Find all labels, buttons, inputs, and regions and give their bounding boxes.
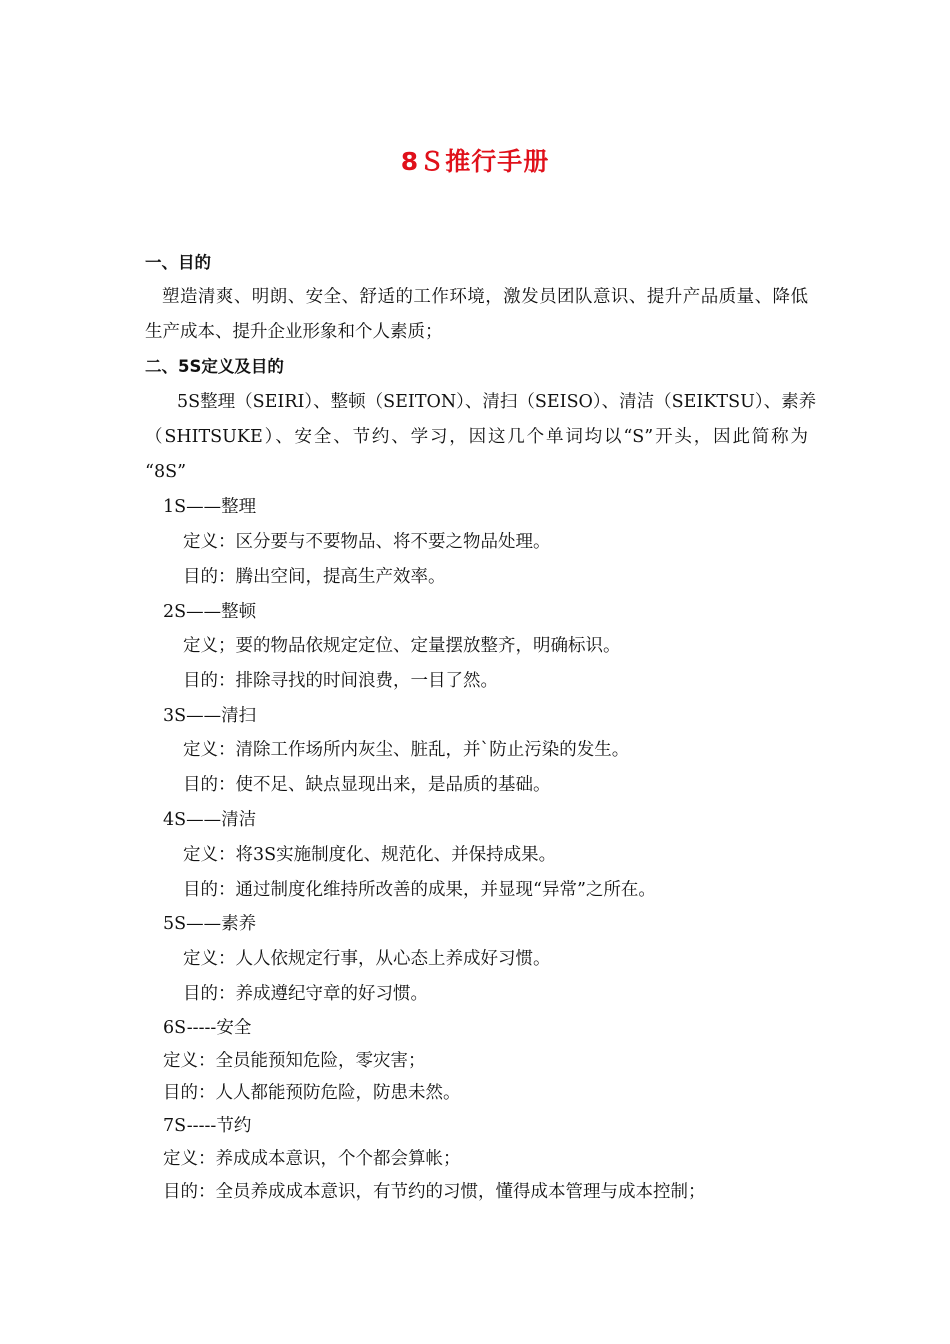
- section-heading-purpose: 一、目的: [145, 253, 211, 272]
- item-2s-title: 2S——整顿: [163, 602, 257, 622]
- item-5s-definition: 定义：人人依规定行事，从心态上养成好习惯。: [183, 949, 551, 969]
- item-4s-title: 4S——清洁: [163, 810, 257, 830]
- item-6s-purpose: 目的：人人都能预防危险，防患未然。: [163, 1083, 461, 1103]
- item-7s-title: 7S-----节约: [163, 1116, 252, 1136]
- item-6s-definition: 定义：全员能预知危险，零灾害；: [163, 1051, 426, 1071]
- section-heading-definitions: 二、5S定义及目的: [145, 357, 284, 376]
- item-3s-purpose: 目的：使不足、缺点显现出来，是品质的基础。: [183, 775, 551, 795]
- item-1s-title: 1S——整理: [163, 497, 257, 517]
- item-4s-definition: 定义：将3S实施制度化、规范化、并保持成果。: [183, 845, 557, 865]
- item-1s-purpose: 目的：腾出空间，提高生产效率。: [183, 567, 446, 587]
- item-2s-purpose: 目的：排除寻找的时间浪费，一目了然。: [183, 671, 498, 691]
- item-6s-title: 6S-----安全: [163, 1018, 252, 1038]
- item-2s-definition: 定义；要的物品依规定定位、定量摆放整齐，明确标识。: [183, 636, 621, 656]
- item-5s-purpose: 目的：养成遵纪守章的好习惯。: [183, 984, 428, 1004]
- item-3s-definition: 定义：清除工作场所内灰尘、脏乱，并`防止污染的发生。: [183, 740, 630, 760]
- item-4s-purpose: 目的：通过制度化维持所改善的成果，并显现“异常”之所在。: [183, 880, 656, 900]
- item-5s-title: 5S——素养: [163, 914, 257, 934]
- item-3s-title: 3S——清扫: [163, 706, 257, 726]
- item-7s-definition: 定义：养成成本意识，个个都会算帐；: [163, 1149, 461, 1169]
- item-7s-purpose: 目的：全员养成成本意识，有节约的习惯，懂得成本管理与成本控制；: [163, 1182, 706, 1202]
- intro-line-2: （SHITSUKE）、安全、节约、学习，因这几个单词均以“S”开头，因此简称为: [145, 427, 808, 447]
- item-1s-definition: 定义：区分要与不要物品、将不要之物品处理。: [183, 532, 551, 552]
- intro-line-3: “8S”: [145, 462, 187, 482]
- document-title: 8Ｓ推行手册: [400, 147, 550, 176]
- purpose-paragraph-line-1: 塑造清爽、明朗、安全、舒适的工作环境，激发员团队意识、提升产品质量、降低: [162, 287, 808, 307]
- intro-line-1: 5S整理（SEIRI）、整顿（SEITON）、清扫（SEISO）、清洁（SEIKTSU）、素养: [177, 392, 817, 412]
- purpose-paragraph-line-2: 生产成本、提升企业形象和个人素质；: [145, 322, 443, 342]
